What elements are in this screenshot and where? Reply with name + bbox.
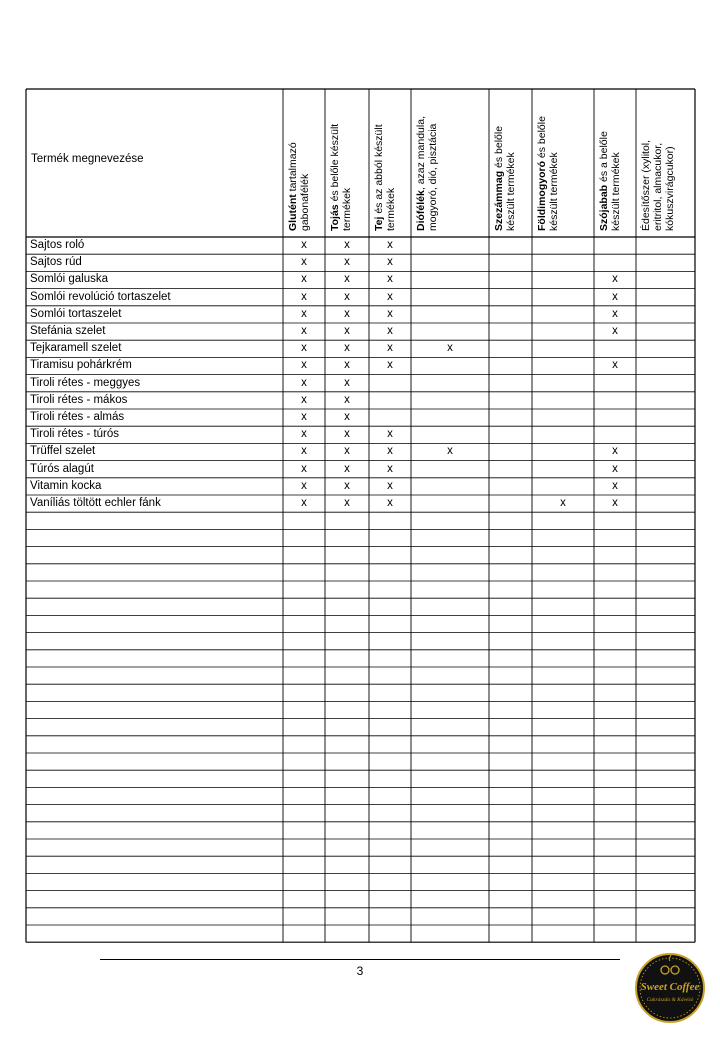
svg-text:Cukrászda & Kávézó: Cukrászda & Kávézó — [646, 997, 694, 1003]
allergen-mark: x — [612, 273, 618, 286]
allergen-mark: x — [447, 445, 453, 458]
allergen-header-line2: készült termékek — [610, 152, 622, 231]
footer-rule — [100, 959, 620, 960]
allergen-mark: x — [387, 256, 393, 269]
allergen-mark: x — [344, 256, 350, 269]
allergen-mark: x — [387, 342, 393, 355]
allergen-mark: x — [344, 445, 350, 458]
sweet-coffee-logo — [625, 953, 715, 1023]
allergen-header-bold: Szójabab — [598, 184, 610, 231]
allergen-mark: x — [612, 307, 618, 320]
allergen-header-text: , azaz mandula, — [415, 116, 427, 191]
product-name-cell: Tejkaramell szelet — [30, 342, 122, 355]
allergen-mark: x — [301, 307, 307, 320]
allergen-mark: x — [612, 445, 618, 458]
allergen-mark: x — [301, 393, 307, 406]
product-name-cell: Stefánia szelet — [30, 325, 106, 337]
allergen-header-text: és a belőle — [598, 131, 610, 185]
allergen-mark: x — [560, 497, 566, 509]
allergen-header-bold: Glutént — [287, 194, 299, 231]
allergen-mark: x — [387, 479, 393, 492]
allergen-header-8 — [640, 140, 676, 231]
allergen-mark: x — [612, 479, 618, 492]
allergen-mark: x — [301, 462, 307, 475]
allergen-mark: x — [344, 273, 350, 286]
allergen-mark: x — [344, 359, 350, 372]
product-name-cell: Somlói revolúció tortaszelet — [30, 290, 171, 303]
allergen-header-line2: termékek — [341, 187, 353, 231]
allergen-header-line2: eritritol, almacukor, — [652, 142, 664, 231]
allergen-mark: x — [301, 445, 307, 458]
allergen-mark: x — [387, 273, 393, 286]
allergen-header-line2: készült termékek — [548, 152, 560, 231]
allergen-mark: x — [387, 359, 393, 372]
allergen-mark: x — [301, 273, 307, 286]
allergen-header-line2: készült termékek — [505, 152, 517, 231]
allergen-mark: x — [612, 497, 618, 509]
allergen-mark: x — [387, 325, 393, 337]
allergen-header-7 — [598, 131, 622, 231]
svg-text:Sweet Coffee: Sweet Coffee — [640, 981, 700, 993]
allergen-mark: x — [387, 497, 393, 509]
product-name-cell: Vaníliás töltött echler fánk — [30, 497, 161, 509]
allergen-mark: x — [612, 359, 618, 372]
allergen-header-text: és belőle készült — [329, 123, 341, 205]
allergen-header-3 — [373, 124, 397, 231]
allergen-mark: x — [344, 462, 350, 475]
product-name-cell: Sajtos rúd — [30, 256, 82, 269]
product-name-column-header: Termék megnevezése — [31, 153, 144, 165]
allergen-header-bold: Diófélék — [415, 190, 427, 231]
product-name-cell: Tiroli rétes - túrós — [30, 428, 120, 441]
allergen-header-5 — [493, 126, 517, 231]
allergen-mark: x — [301, 376, 307, 389]
allergen-mark: x — [301, 256, 307, 269]
allergen-mark: x — [612, 290, 618, 303]
allergen-mark: x — [344, 376, 350, 389]
allergen-header-4 — [415, 116, 439, 231]
allergen-mark: x — [344, 342, 350, 355]
product-name-cell: Túrós alagút — [30, 462, 94, 475]
allergen-mark: x — [612, 462, 618, 475]
product-name-cell: Tiroli rétes - mákos — [30, 393, 128, 406]
allergen-mark: x — [612, 325, 618, 337]
allergen-header-line2: gabonafélék — [299, 173, 311, 231]
product-name-cell: Tiroli rétes - meggyes — [30, 376, 141, 389]
allergen-mark: x — [344, 479, 350, 492]
product-name-cell: Tiramisu pohárkrém — [30, 359, 132, 372]
allergen-mark: x — [387, 462, 393, 475]
allergen-header-text: tartalmazó — [287, 142, 299, 195]
product-name-cell: Somlói galuska — [30, 273, 108, 286]
allergen-mark: x — [387, 307, 393, 320]
allergen-mark: x — [301, 359, 307, 372]
allergen-mark: x — [387, 290, 393, 303]
allergen-header-bold: Tojás — [329, 204, 341, 231]
product-name-cell: Sajtos roló — [30, 239, 85, 251]
allergen-mark: x — [387, 428, 393, 441]
allergen-header-line2: mogyoró, dió, pisztácia — [427, 123, 439, 231]
allergen-header-bold: Tej — [373, 216, 385, 231]
allergen-mark: x — [344, 393, 350, 406]
allergen-header-line2: termékek — [385, 187, 397, 231]
allergen-mark: x — [301, 479, 307, 492]
allergen-mark: x — [344, 325, 350, 337]
allergen-mark: x — [344, 411, 350, 423]
product-name-cell: Vitamin kocka — [30, 479, 102, 492]
page-number: 3 — [356, 964, 364, 978]
allergen-mark: x — [344, 497, 350, 509]
allergen-mark: x — [301, 428, 307, 441]
allergen-mark: x — [447, 342, 453, 355]
allergen-mark: x — [344, 290, 350, 303]
allergen-header-text: és belőle — [536, 116, 548, 161]
allergen-mark: x — [301, 290, 307, 303]
allergen-mark: x — [301, 497, 307, 509]
allergen-header-1 — [287, 142, 311, 231]
product-name-cell: Tiroli rétes - almás — [30, 411, 125, 423]
product-name-cell: Trüffel szelet — [30, 445, 96, 458]
allergen-header-text: és belőle — [493, 125, 505, 171]
allergen-mark: x — [344, 307, 350, 320]
allergen-header-line3: kókuszvirágcukor) — [664, 146, 676, 231]
allergen-mark: x — [301, 325, 307, 337]
allergen-header-bold: Szezámmag — [493, 170, 505, 231]
allergen-mark: x — [344, 239, 350, 251]
allergen-header-2 — [329, 124, 353, 231]
allergen-mark: x — [301, 342, 307, 355]
product-name-cell: Somlói tortaszelet — [30, 307, 122, 320]
allergen-mark: x — [301, 411, 307, 423]
allergen-header-text: Édesítőszer (xylitol, — [640, 139, 652, 231]
allergen-header-bold: Földimogyoró — [536, 161, 548, 231]
allergen-header-text: és az abból készült — [373, 124, 385, 217]
allergen-mark: x — [301, 239, 307, 251]
allergen-mark: x — [387, 445, 393, 458]
allergen-header-6 — [536, 116, 560, 231]
allergen-mark: x — [387, 239, 393, 251]
allergen-mark: x — [344, 428, 350, 441]
